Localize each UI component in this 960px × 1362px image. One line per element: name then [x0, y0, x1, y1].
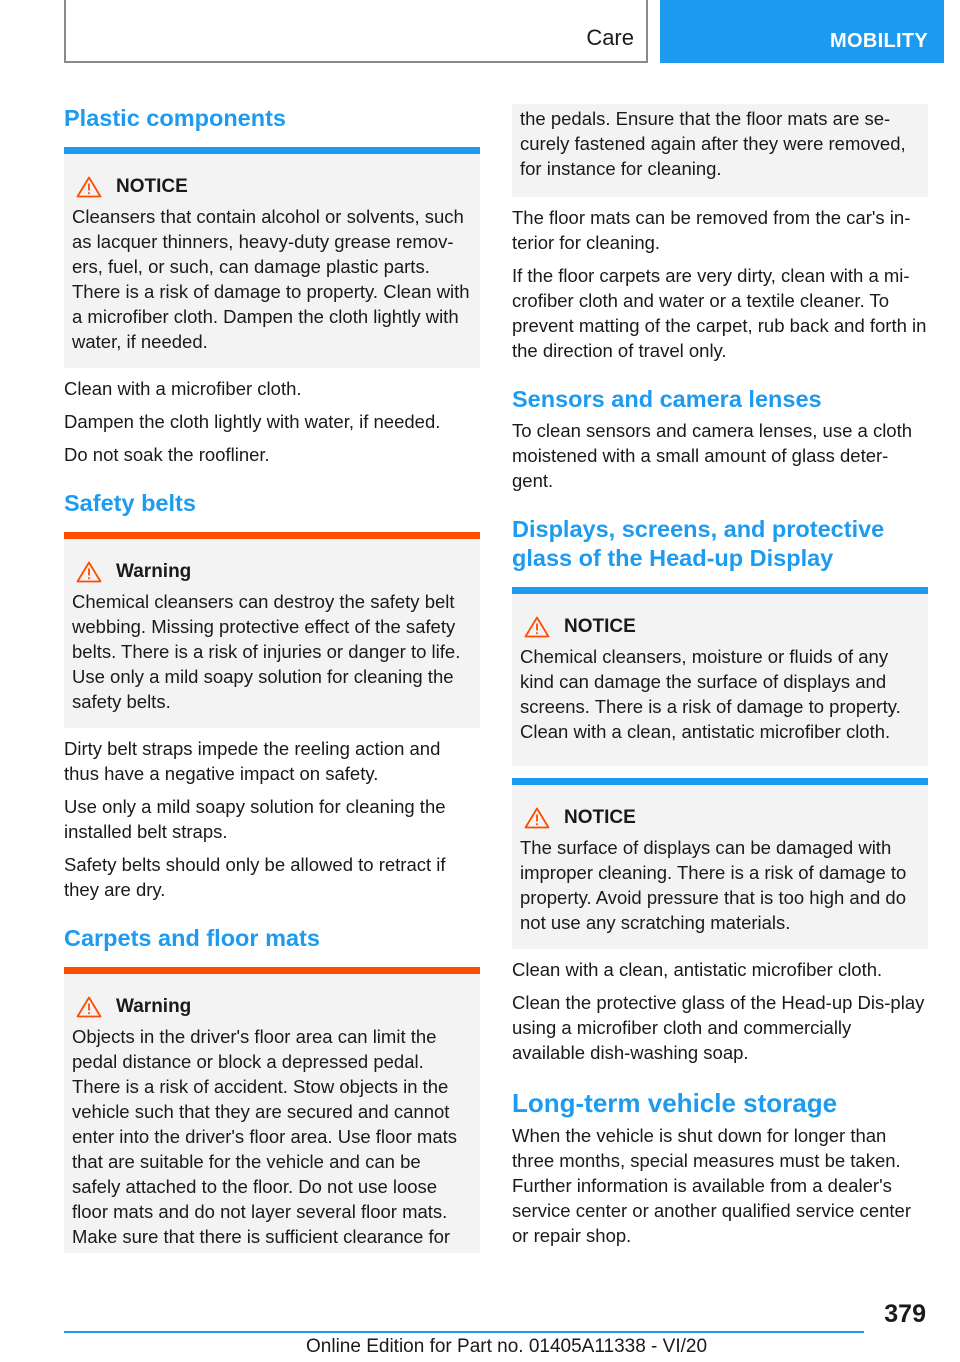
carpets-warning-text: Objects in the driver's floor area can limit the pedal distance or block a depressed pedal. There is a risk of accident. Stow objects in the vehicle such that they are secured and cannot enter into the driver's floor area. Use floor mats that are suitable for the vehicle and can be safely attached to the floor. Do not use loose floor mats and do not layer several floor mats. Make sure that there is sufficient clearance for	[72, 1026, 458, 1247]
displays-paragraph-1: Clean with a clean, antistatic microfiber cloth.	[512, 959, 883, 980]
displays-notice-1-title: NOTICE	[564, 616, 636, 637]
footer-edition: Online Edition for Part no. 01405A11338 - VI/20	[306, 1336, 708, 1357]
header-section-box	[64, 0, 648, 63]
carpets-heading: Carpets and floor mats	[64, 925, 320, 951]
carpets-warning-continued	[512, 104, 928, 197]
plastic-notice-title: NOTICE	[116, 176, 188, 197]
belts-paragraph-3: Safety belts should only be allowed to retract if they are dry.	[64, 854, 446, 900]
displays-notice-2-title: NOTICE	[564, 807, 636, 828]
right-column	[512, 104, 928, 1248]
page-number: 379	[884, 1300, 926, 1328]
displays-heading: Displays, screens, and protective glass of the Head-up Display	[512, 516, 885, 571]
belts-warning-text: Chemical cleansers can destroy the safety belt webbing. Missing protective effect of the safety belts. There is a risk of injuries or danger to life. Use only a mild soapy solution for cleaning the safety belts.	[72, 591, 461, 712]
belts-paragraph-2: Use only a mild soapy solution for cleaning the installed belt straps.	[64, 796, 446, 842]
footer-divider	[64, 1331, 864, 1333]
header-chapter-tab[interactable]	[660, 0, 944, 63]
plastic-notice-box	[64, 147, 480, 368]
carpets-warning-box	[64, 967, 480, 1253]
carpets-paragraph-2: If the floor carpets are very dirty, clean with a mi-crofiber cloth and water or a textile cleaner. To prevent matting of the carpet, rub back and forth in the direction of travel only.	[512, 265, 927, 361]
displays-notice-1-text: Chemical cleansers, moisture or fluids of any kind can damage the surface of displays and screens. There is a risk of damage to property. Clean with a clean, antistatic microfiber cloth.	[520, 646, 901, 742]
warning-triangle-icon	[76, 561, 102, 583]
belts-heading: Safety belts	[64, 490, 196, 516]
sensors-paragraph-1: To clean sensors and camera lenses, use a cloth moistened with a small amount of glass deter-gent.	[512, 420, 913, 491]
carpets-warning-title: Warning	[116, 996, 192, 1017]
warning-triangle-icon	[76, 176, 102, 198]
sensors-heading: Sensors and camera lenses	[512, 386, 822, 412]
left-column	[64, 100, 480, 1253]
plastic-notice-text: Cleansers that contain alcohol or solvents, such as lacquer thinners, heavy-duty grease remov-ers, fuel, or such, can damage plastic parts. There is a risk of damage to property. Clean with a microfiber cloth. Dampen the cloth lightly with water, if needed.	[72, 206, 470, 352]
belts-paragraph-1: Dirty belt straps impede the reeling action and thus have a negative impact on safety.	[64, 738, 441, 784]
carpets-warning-continued-text: the pedals. Ensure that the floor mats are se-curely fastened again after they were removed, for instance for cleaning.	[520, 108, 906, 179]
header-section-title: Care	[586, 25, 634, 50]
plastic-paragraph-2: Dampen the cloth lightly with water, if needed.	[64, 411, 441, 432]
header-chapter-title: MOBILITY	[830, 30, 928, 52]
plastic-paragraph-1: Clean with a microfiber cloth.	[64, 378, 302, 399]
storage-paragraph-1: When the vehicle is shut down for longer than three months, special measures must be taken. Further information is available from a dealer's service center or another qualified service center or repair shop.	[512, 1125, 911, 1246]
storage-heading: Long-term vehicle storage	[512, 1088, 838, 1118]
displays-notice-box-1	[512, 587, 928, 766]
warning-triangle-icon	[76, 996, 102, 1018]
plastic-heading: Plastic components	[64, 105, 286, 131]
belts-warning-title: Warning	[116, 561, 192, 582]
displays-notice-box-2	[512, 778, 928, 949]
warning-triangle-icon	[524, 807, 550, 829]
displays-notice-2-text: The surface of displays can be damaged with improper cleaning. There is a risk of damage to property. Avoid pressure that is too high and do not use any scratching materials.	[520, 837, 907, 933]
carpets-paragraph-1: The floor mats can be removed from the car's in-terior for cleaning.	[512, 207, 911, 253]
warning-triangle-icon	[524, 616, 550, 638]
plastic-paragraph-3: Do not soak the roofliner.	[64, 444, 270, 465]
displays-paragraph-2: Clean the protective glass of the Head-up Dis-play using a microfiber cloth and commercially available dish-washing soap.	[512, 992, 925, 1063]
belts-warning-box	[64, 532, 480, 728]
